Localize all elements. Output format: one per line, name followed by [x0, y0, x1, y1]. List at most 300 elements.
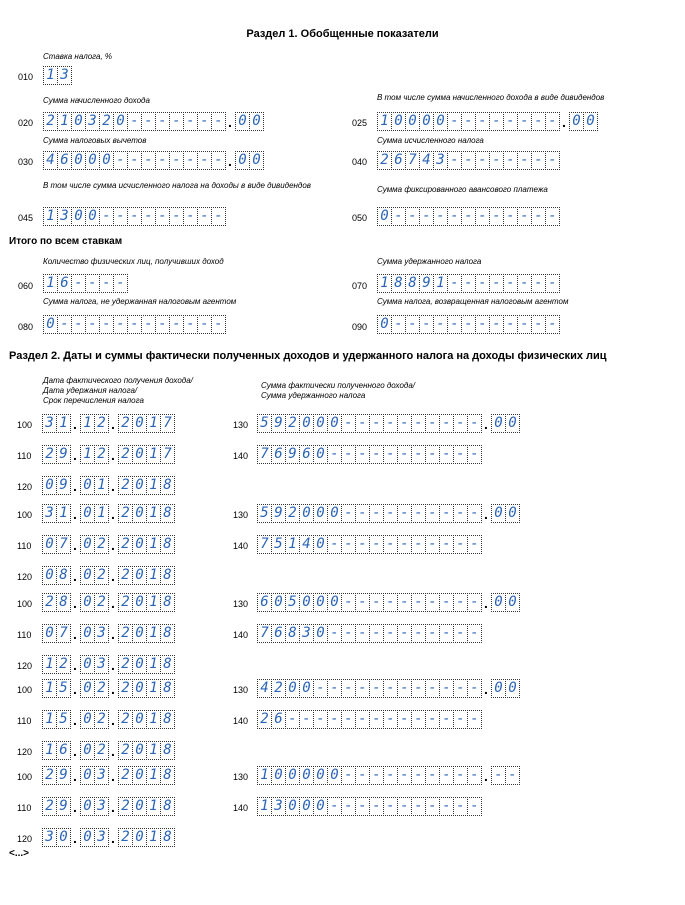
digit-cell[interactable]: 0 — [132, 445, 147, 464]
digit-cell[interactable]: 0 — [313, 797, 328, 816]
digit-cell[interactable]: 1 — [146, 414, 161, 433]
digit-cell[interactable]: - — [383, 593, 398, 612]
digit-cell[interactable]: 0 — [327, 766, 342, 785]
digit-cell[interactable]: 0 — [327, 593, 342, 612]
digit-cell[interactable]: 0 — [491, 679, 506, 698]
digit-cell[interactable]: 0 — [80, 828, 95, 847]
digit-cell[interactable]: 0 — [299, 797, 314, 816]
digit-cell[interactable]: 4 — [43, 151, 58, 170]
amount-field[interactable] — [377, 315, 559, 334]
digit-cell[interactable]: 0 — [80, 624, 95, 643]
digit-cell[interactable]: 8 — [160, 710, 175, 729]
digit-cell[interactable]: 1 — [146, 624, 161, 643]
digit-cell[interactable]: - — [155, 207, 170, 226]
date-field[interactable] — [42, 624, 174, 643]
digit-cell[interactable]: - — [341, 445, 356, 464]
digit-cell[interactable]: 1 — [146, 504, 161, 523]
digit-cell[interactable]: 0 — [313, 624, 328, 643]
digit-cell[interactable]: - — [397, 593, 412, 612]
digit-cell[interactable]: 1 — [257, 797, 272, 816]
digit-cell[interactable]: 2 — [285, 504, 300, 523]
digit-cell[interactable]: - — [71, 315, 86, 334]
digit-cell[interactable]: 2 — [94, 535, 109, 554]
digit-cell[interactable]: 0 — [327, 504, 342, 523]
digit-cell[interactable]: - — [545, 207, 560, 226]
digit-cell[interactable]: 8 — [160, 593, 175, 612]
digit-cell[interactable]: - — [355, 445, 370, 464]
digit-cell[interactable]: - — [369, 445, 384, 464]
digit-cell[interactable]: 0 — [42, 566, 57, 585]
digit-cell[interactable]: - — [211, 207, 226, 226]
amount-field[interactable] — [377, 207, 559, 226]
digit-cell[interactable]: - — [383, 414, 398, 433]
digit-cell[interactable]: 0 — [505, 679, 520, 698]
amount-field[interactable] — [43, 315, 225, 334]
digit-cell[interactable]: - — [489, 315, 504, 334]
digit-cell[interactable]: 7 — [160, 445, 175, 464]
digit-cell[interactable]: 1 — [94, 476, 109, 495]
digit-cell[interactable]: - — [155, 112, 170, 131]
digit-cell[interactable]: - — [475, 207, 490, 226]
digit-cell[interactable]: 0 — [42, 476, 57, 495]
date-field[interactable] — [42, 593, 174, 612]
digit-cell[interactable]: 4 — [299, 535, 314, 554]
digit-cell[interactable]: - — [313, 710, 328, 729]
digit-cell[interactable]: 8 — [160, 504, 175, 523]
digit-cell[interactable]: 6 — [299, 445, 314, 464]
digit-cell[interactable]: 1 — [146, 741, 161, 760]
digit-cell[interactable]: - — [355, 414, 370, 433]
digit-cell[interactable]: 0 — [491, 593, 506, 612]
digit-cell[interactable]: - — [433, 315, 448, 334]
digit-cell[interactable]: - — [169, 207, 184, 226]
digit-cell[interactable]: 9 — [271, 504, 286, 523]
digit-cell[interactable]: - — [453, 766, 468, 785]
digit-cell[interactable]: 0 — [80, 535, 95, 554]
digit-cell[interactable]: 6 — [57, 274, 72, 293]
digit-cell[interactable]: - — [169, 151, 184, 170]
digit-cell[interactable]: 0 — [433, 112, 448, 131]
digit-cell[interactable]: 9 — [56, 766, 71, 785]
digit-cell[interactable]: 2 — [118, 797, 133, 816]
digit-cell[interactable]: 2 — [377, 151, 392, 170]
digit-cell[interactable]: 2 — [56, 655, 71, 674]
digit-cell[interactable]: 1 — [146, 476, 161, 495]
digit-cell[interactable]: - — [169, 112, 184, 131]
digit-cell[interactable]: - — [489, 151, 504, 170]
digit-cell[interactable]: 4 — [419, 151, 434, 170]
digit-cell[interactable]: - — [113, 207, 128, 226]
digit-cell[interactable]: 8 — [160, 535, 175, 554]
digit-cell[interactable]: - — [113, 151, 128, 170]
digit-cell[interactable]: 9 — [271, 414, 286, 433]
digit-cell[interactable]: 1 — [56, 504, 71, 523]
digit-cell[interactable]: 3 — [433, 151, 448, 170]
digit-cell[interactable]: - — [141, 151, 156, 170]
digit-cell[interactable]: 2 — [94, 679, 109, 698]
digit-cell[interactable]: - — [531, 207, 546, 226]
digit-cell[interactable]: - — [425, 797, 440, 816]
digit-cell[interactable]: 1 — [146, 593, 161, 612]
digit-cell[interactable]: - — [127, 315, 142, 334]
digit-cell[interactable]: - — [369, 766, 384, 785]
digit-cell[interactable]: 6 — [271, 624, 286, 643]
date-field[interactable] — [42, 504, 174, 523]
digit-cell[interactable]: 7 — [405, 151, 420, 170]
digit-cell[interactable]: - — [475, 274, 490, 293]
digit-cell[interactable]: 0 — [419, 112, 434, 131]
digit-cell[interactable]: 0 — [132, 504, 147, 523]
digit-cell[interactable]: 1 — [146, 655, 161, 674]
digit-cell[interactable]: - — [425, 766, 440, 785]
digit-cell[interactable]: - — [475, 315, 490, 334]
digit-cell[interactable]: - — [531, 274, 546, 293]
date-field[interactable] — [42, 445, 174, 464]
digit-cell[interactable]: 2 — [94, 741, 109, 760]
digit-cell[interactable]: 6 — [257, 593, 272, 612]
digit-cell[interactable]: 7 — [56, 624, 71, 643]
digit-cell[interactable]: - — [355, 504, 370, 523]
digit-cell[interactable]: 2 — [118, 624, 133, 643]
digit-cell[interactable]: 0 — [80, 655, 95, 674]
digit-cell[interactable]: 1 — [285, 535, 300, 554]
digit-cell[interactable]: 0 — [80, 504, 95, 523]
digit-cell[interactable]: 1 — [257, 766, 272, 785]
digit-cell[interactable]: - — [141, 207, 156, 226]
digit-cell[interactable]: - — [447, 112, 462, 131]
digit-cell[interactable]: - — [517, 207, 532, 226]
digit-cell[interactable]: - — [341, 535, 356, 554]
digit-cell[interactable]: 8 — [160, 766, 175, 785]
digit-cell[interactable]: - — [467, 445, 482, 464]
digit-cell[interactable]: 0 — [71, 151, 86, 170]
digit-cell[interactable]: 8 — [160, 679, 175, 698]
digit-cell[interactable]: - — [383, 504, 398, 523]
digit-cell[interactable]: - — [71, 274, 86, 293]
digit-cell[interactable]: 1 — [42, 655, 57, 674]
digit-cell[interactable]: 1 — [42, 741, 57, 760]
digit-cell[interactable]: - — [503, 207, 518, 226]
digit-cell[interactable]: - — [475, 112, 490, 131]
digit-cell[interactable]: - — [453, 445, 468, 464]
amount-field[interactable] — [257, 593, 519, 612]
amount-field[interactable] — [257, 710, 481, 729]
amount-field[interactable] — [257, 445, 481, 464]
digit-cell[interactable]: - — [467, 679, 482, 698]
digit-cell[interactable]: - — [113, 315, 128, 334]
digit-cell[interactable]: - — [503, 274, 518, 293]
digit-cell[interactable]: 6 — [391, 151, 406, 170]
amount-field[interactable] — [257, 797, 481, 816]
digit-cell[interactable]: 2 — [118, 414, 133, 433]
digit-cell[interactable]: 3 — [57, 207, 72, 226]
digit-cell[interactable]: - — [355, 679, 370, 698]
digit-cell[interactable]: 2 — [42, 445, 57, 464]
amount-field[interactable] — [377, 112, 597, 131]
digit-cell[interactable]: - — [411, 710, 426, 729]
digit-cell[interactable]: - — [411, 624, 426, 643]
digit-cell[interactable]: - — [327, 797, 342, 816]
digit-cell[interactable]: - — [397, 445, 412, 464]
digit-cell[interactable]: 8 — [405, 274, 420, 293]
digit-cell[interactable]: 0 — [132, 679, 147, 698]
digit-cell[interactable]: 0 — [313, 504, 328, 523]
digit-cell[interactable]: 1 — [43, 274, 58, 293]
digit-cell[interactable]: - — [341, 593, 356, 612]
date-field[interactable] — [42, 414, 174, 433]
digit-cell[interactable]: - — [531, 151, 546, 170]
digit-cell[interactable]: - — [411, 797, 426, 816]
digit-cell[interactable]: 0 — [132, 741, 147, 760]
digit-cell[interactable]: 0 — [327, 414, 342, 433]
digit-cell[interactable]: - — [517, 112, 532, 131]
digit-cell[interactable]: 0 — [42, 535, 57, 554]
digit-cell[interactable]: 0 — [313, 535, 328, 554]
digit-cell[interactable]: 0 — [271, 593, 286, 612]
digit-cell[interactable]: - — [99, 274, 114, 293]
digit-cell[interactable]: 0 — [80, 766, 95, 785]
digit-cell[interactable]: 7 — [257, 624, 272, 643]
digit-cell[interactable]: - — [545, 315, 560, 334]
digit-cell[interactable]: - — [183, 151, 198, 170]
digit-cell[interactable]: 0 — [313, 414, 328, 433]
digit-cell[interactable]: - — [467, 624, 482, 643]
digit-cell[interactable]: - — [517, 315, 532, 334]
digit-cell[interactable]: - — [355, 710, 370, 729]
digit-cell[interactable]: - — [461, 274, 476, 293]
digit-cell[interactable]: 0 — [85, 151, 100, 170]
digit-cell[interactable]: 0 — [132, 710, 147, 729]
digit-cell[interactable]: 1 — [146, 797, 161, 816]
digit-cell[interactable]: - — [127, 207, 142, 226]
digit-cell[interactable]: 9 — [419, 274, 434, 293]
digit-cell[interactable]: - — [397, 504, 412, 523]
digit-cell[interactable]: - — [369, 797, 384, 816]
digit-cell[interactable]: 1 — [56, 414, 71, 433]
digit-cell[interactable]: 8 — [285, 624, 300, 643]
digit-cell[interactable]: 5 — [56, 679, 71, 698]
digit-cell[interactable]: 0 — [42, 624, 57, 643]
digit-cell[interactable]: 2 — [257, 710, 272, 729]
digit-cell[interactable]: 0 — [271, 766, 286, 785]
digit-cell[interactable]: 2 — [118, 766, 133, 785]
digit-cell[interactable]: - — [467, 504, 482, 523]
digit-cell[interactable]: 6 — [57, 151, 72, 170]
digit-cell[interactable]: 0 — [85, 207, 100, 226]
digit-cell[interactable]: 0 — [391, 112, 406, 131]
digit-cell[interactable]: 0 — [491, 504, 506, 523]
digit-cell[interactable]: 1 — [433, 274, 448, 293]
digit-cell[interactable]: 6 — [271, 445, 286, 464]
digit-cell[interactable]: - — [439, 679, 454, 698]
digit-cell[interactable]: - — [369, 414, 384, 433]
digit-cell[interactable]: - — [57, 315, 72, 334]
digit-cell[interactable]: - — [341, 414, 356, 433]
digit-cell[interactable]: 9 — [56, 445, 71, 464]
digit-cell[interactable]: 2 — [42, 797, 57, 816]
digit-cell[interactable]: 2 — [42, 593, 57, 612]
digit-cell[interactable]: 1 — [80, 414, 95, 433]
digit-cell[interactable]: 7 — [257, 445, 272, 464]
digit-cell[interactable]: - — [439, 535, 454, 554]
digit-cell[interactable]: 0 — [80, 566, 95, 585]
digit-cell[interactable]: - — [355, 593, 370, 612]
digit-cell[interactable]: 5 — [257, 504, 272, 523]
digit-cell[interactable]: - — [383, 797, 398, 816]
digit-cell[interactable]: 1 — [42, 710, 57, 729]
digit-cell[interactable]: - — [285, 710, 300, 729]
digit-cell[interactable]: 5 — [271, 535, 286, 554]
digit-cell[interactable]: - — [355, 624, 370, 643]
digit-cell[interactable]: - — [545, 274, 560, 293]
digit-cell[interactable]: - — [327, 535, 342, 554]
digit-cell[interactable]: - — [397, 414, 412, 433]
digit-cell[interactable]: - — [355, 535, 370, 554]
digit-cell[interactable]: 2 — [118, 445, 133, 464]
digit-cell[interactable]: 5 — [257, 414, 272, 433]
digit-cell[interactable]: - — [383, 535, 398, 554]
date-field[interactable] — [42, 679, 174, 698]
digit-cell[interactable]: 9 — [285, 445, 300, 464]
digit-cell[interactable]: - — [453, 504, 468, 523]
digit-cell[interactable]: - — [453, 679, 468, 698]
digit-cell[interactable]: - — [327, 445, 342, 464]
digit-cell[interactable]: 0 — [80, 476, 95, 495]
digit-cell[interactable]: - — [517, 274, 532, 293]
digit-cell[interactable]: - — [411, 593, 426, 612]
digit-cell[interactable]: 2 — [99, 112, 114, 131]
digit-cell[interactable]: 3 — [42, 414, 57, 433]
digit-cell[interactable]: 0 — [313, 766, 328, 785]
digit-cell[interactable]: - — [425, 414, 440, 433]
digit-cell[interactable]: - — [397, 797, 412, 816]
digit-cell[interactable]: 3 — [42, 504, 57, 523]
digit-cell[interactable]: 1 — [146, 710, 161, 729]
digit-cell[interactable]: 1 — [80, 445, 95, 464]
digit-cell[interactable]: - — [503, 315, 518, 334]
digit-cell[interactable]: 0 — [377, 315, 392, 334]
digit-cell[interactable]: 8 — [160, 476, 175, 495]
digit-cell[interactable]: 8 — [160, 655, 175, 674]
digit-cell[interactable]: - — [467, 710, 482, 729]
digit-cell[interactable]: - — [391, 315, 406, 334]
digit-cell[interactable]: 0 — [80, 593, 95, 612]
digit-cell[interactable]: 0 — [56, 828, 71, 847]
digit-cell[interactable]: 1 — [146, 445, 161, 464]
digit-cell[interactable]: 6 — [56, 741, 71, 760]
digit-cell[interactable]: - — [461, 151, 476, 170]
digit-cell[interactable]: 0 — [299, 593, 314, 612]
digit-cell[interactable]: - — [425, 445, 440, 464]
digit-cell[interactable]: - — [545, 151, 560, 170]
date-field[interactable] — [42, 741, 174, 760]
digit-cell[interactable]: - — [419, 315, 434, 334]
digit-cell[interactable]: - — [425, 624, 440, 643]
digit-cell[interactable]: - — [183, 207, 198, 226]
digit-cell[interactable]: - — [461, 112, 476, 131]
digit-cell[interactable]: - — [425, 504, 440, 523]
digit-cell[interactable]: - — [341, 624, 356, 643]
digit-cell[interactable]: - — [467, 766, 482, 785]
digit-cell[interactable]: 0 — [80, 741, 95, 760]
digit-cell[interactable]: - — [467, 797, 482, 816]
digit-cell[interactable]: 1 — [146, 828, 161, 847]
digit-cell[interactable]: - — [183, 112, 198, 131]
digit-cell[interactable]: - — [425, 679, 440, 698]
amount-field[interactable] — [257, 624, 481, 643]
digit-cell[interactable]: - — [369, 679, 384, 698]
digit-cell[interactable]: - — [439, 624, 454, 643]
digit-cell[interactable]: - — [447, 315, 462, 334]
digit-cell[interactable]: 0 — [132, 535, 147, 554]
digit-cell[interactable]: 0 — [71, 112, 86, 131]
digit-cell[interactable]: 2 — [118, 741, 133, 760]
digit-cell[interactable]: - — [439, 414, 454, 433]
digit-cell[interactable]: - — [85, 315, 100, 334]
digit-cell[interactable]: - — [467, 414, 482, 433]
digit-cell[interactable]: 2 — [118, 566, 133, 585]
digit-cell[interactable]: 1 — [43, 207, 58, 226]
digit-cell[interactable]: - — [341, 679, 356, 698]
digit-cell[interactable]: 2 — [118, 710, 133, 729]
digit-cell[interactable]: 0 — [505, 593, 520, 612]
digit-cell[interactable]: 8 — [391, 274, 406, 293]
digit-cell[interactable]: - — [411, 445, 426, 464]
digit-cell[interactable]: - — [447, 274, 462, 293]
digit-cell[interactable]: - — [439, 445, 454, 464]
digit-cell[interactable]: - — [211, 112, 226, 131]
date-field[interactable] — [42, 566, 174, 585]
digit-cell[interactable]: - — [453, 710, 468, 729]
digit-cell[interactable]: 3 — [299, 624, 314, 643]
digit-cell[interactable]: - — [411, 535, 426, 554]
digit-cell[interactable]: - — [113, 274, 128, 293]
digit-cell[interactable]: - — [439, 593, 454, 612]
digit-cell[interactable]: 0 — [99, 151, 114, 170]
digit-cell[interactable]: - — [453, 624, 468, 643]
digit-cell[interactable]: 0 — [313, 445, 328, 464]
digit-cell[interactable]: - — [397, 679, 412, 698]
digit-cell[interactable]: 0 — [405, 112, 420, 131]
digit-cell[interactable]: - — [461, 315, 476, 334]
digit-cell[interactable]: - — [439, 504, 454, 523]
digit-cell[interactable]: 9 — [56, 797, 71, 816]
digit-cell[interactable]: 8 — [160, 828, 175, 847]
digit-cell[interactable]: 1 — [43, 66, 58, 85]
digit-cell[interactable]: 2 — [94, 710, 109, 729]
digit-cell[interactable]: - — [489, 112, 504, 131]
digit-cell[interactable]: 1 — [146, 679, 161, 698]
digit-cell[interactable]: 0 — [249, 151, 264, 170]
digit-cell[interactable]: - — [141, 315, 156, 334]
amount-field[interactable] — [43, 66, 71, 85]
digit-cell[interactable]: 2 — [42, 766, 57, 785]
digit-cell[interactable]: - — [531, 315, 546, 334]
digit-cell[interactable]: 0 — [285, 766, 300, 785]
digit-cell[interactable]: 3 — [94, 655, 109, 674]
digit-cell[interactable]: 7 — [56, 535, 71, 554]
date-field[interactable] — [42, 535, 174, 554]
digit-cell[interactable]: - — [453, 535, 468, 554]
digit-cell[interactable]: - — [503, 112, 518, 131]
digit-cell[interactable]: 2 — [43, 112, 58, 131]
digit-cell[interactable]: 3 — [57, 66, 72, 85]
digit-cell[interactable]: 0 — [132, 797, 147, 816]
digit-cell[interactable]: 8 — [160, 741, 175, 760]
digit-cell[interactable]: - — [439, 797, 454, 816]
digit-cell[interactable]: - — [405, 207, 420, 226]
digit-cell[interactable]: - — [327, 710, 342, 729]
